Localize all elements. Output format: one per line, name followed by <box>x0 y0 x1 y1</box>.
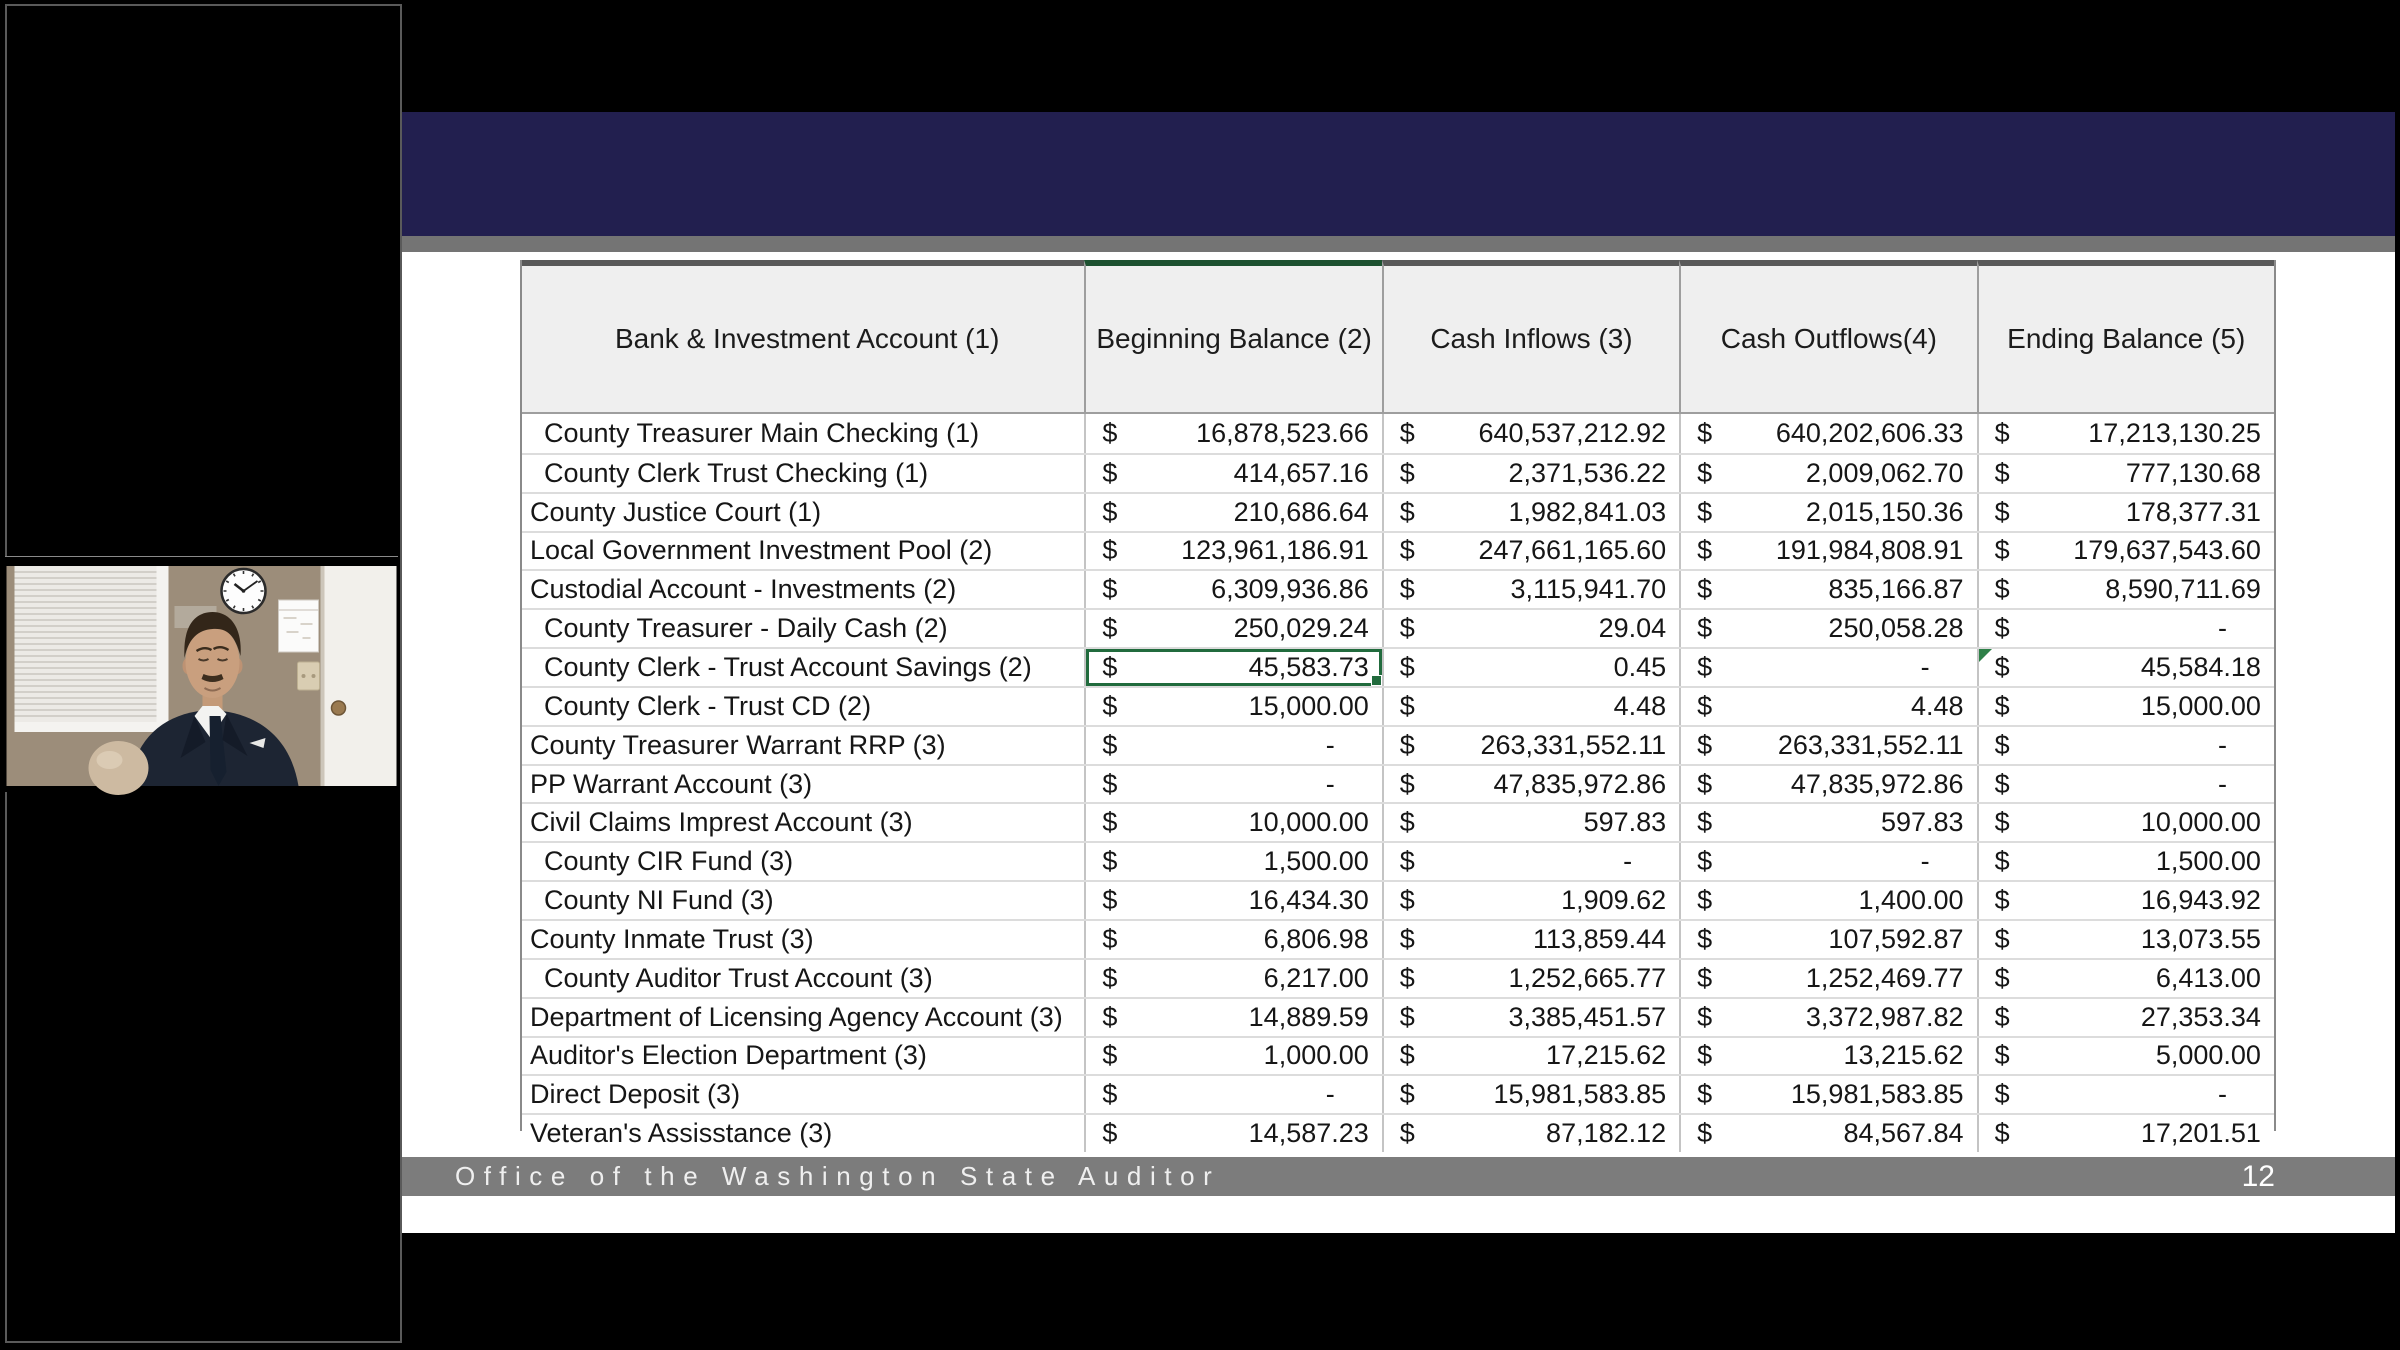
money-cell <box>1084 1115 1381 1152</box>
amount-value: 3,372,987.82 <box>1805 1001 1964 1032</box>
amount-value: - <box>2217 768 2227 799</box>
column-header: Cash Inflows (3) <box>1382 260 1679 412</box>
amount-value: 13,073.55 <box>2140 923 2261 954</box>
amount-value: - <box>2217 729 2227 760</box>
amount-value: - <box>1623 846 1633 877</box>
currency-symbol: $ <box>1994 690 2010 721</box>
table-row <box>522 802 2274 841</box>
money-cell <box>1084 960 1381 997</box>
money-cell <box>1977 1038 2274 1075</box>
table-row <box>522 414 2274 453</box>
amount-value: 17,201.51 <box>2140 1118 2261 1149</box>
money-cell <box>1382 921 1679 958</box>
amount-value: 640,537,212.92 <box>1478 417 1667 448</box>
amount-value: 15,000.00 <box>2140 690 2261 721</box>
currency-symbol: $ <box>1102 962 1118 993</box>
money-cell <box>1679 610 1976 647</box>
money-cell <box>1084 1076 1381 1113</box>
webcam-tile[interactable] <box>5 556 398 792</box>
amount-value: 3,385,451.57 <box>1508 1001 1667 1032</box>
amount-value: 17,215.62 <box>1546 1040 1667 1071</box>
amount-value: - <box>2217 1079 2227 1110</box>
account-name-cell: County Auditor Trust Account (3) <box>544 962 933 993</box>
money-cell <box>1977 1115 2274 1152</box>
currency-symbol: $ <box>1994 1040 2010 1071</box>
amount-value: 835,166.87 <box>1828 574 1964 605</box>
money-cell <box>1977 960 2274 997</box>
table-row <box>522 764 2274 803</box>
money-cell <box>1977 533 2274 570</box>
currency-symbol: $ <box>1399 496 1415 527</box>
currency-symbol: $ <box>1102 885 1118 916</box>
amount-value: 178,377.31 <box>2125 496 2261 527</box>
amount-value: 47,835,972.86 <box>1493 768 1667 799</box>
money-cell <box>1977 804 2274 841</box>
flagged-cell <box>1977 649 2274 686</box>
amount-value: 1,909.62 <box>1561 885 1667 916</box>
money-cell <box>1679 455 1976 492</box>
table-row <box>522 453 2274 492</box>
money-cell <box>1084 804 1381 841</box>
money-cell <box>1977 921 2274 958</box>
currency-symbol: $ <box>1697 846 1713 877</box>
money-cell <box>1977 999 2274 1036</box>
money-cell <box>1679 727 1976 764</box>
account-name-cell: Veteran's Assisstance (3) <box>530 1118 833 1149</box>
currency-symbol: $ <box>1994 729 2010 760</box>
currency-symbol: $ <box>1697 1001 1713 1032</box>
currency-symbol: $ <box>1697 535 1713 566</box>
currency-symbol: $ <box>1102 651 1118 682</box>
account-name-cell: Local Government Investment Pool (2) <box>530 535 993 566</box>
table-header-row <box>522 260 2274 414</box>
amount-value: - <box>1325 1079 1335 1110</box>
account-name-cell: County Inmate Trust (3) <box>530 923 814 954</box>
amount-value: 247,661,165.60 <box>1478 535 1667 566</box>
currency-symbol: $ <box>1102 923 1118 954</box>
amount-value: - <box>1920 651 1930 682</box>
amount-value: 2,371,536.22 <box>1508 457 1667 488</box>
amount-value: 17,213,130.25 <box>2088 417 2261 448</box>
table-row <box>522 1113 2274 1152</box>
account-name-cell: County NI Fund (3) <box>544 885 774 916</box>
money-cell <box>1679 1076 1976 1113</box>
money-cell <box>1084 414 1381 453</box>
currency-symbol: $ <box>1994 1079 2010 1110</box>
money-cell <box>1084 455 1381 492</box>
amount-value: 597.83 <box>1583 807 1667 838</box>
amount-value: 45,583.73 <box>1248 651 1369 682</box>
account-name-cell: PP Warrant Account (3) <box>530 768 813 799</box>
accounts-table <box>520 260 2276 1149</box>
slide-title-bar <box>402 112 2395 236</box>
amount-value: 6,413.00 <box>2155 962 2261 993</box>
table-row <box>522 919 2274 958</box>
currency-symbol: $ <box>1399 651 1415 682</box>
money-cell <box>1084 766 1381 803</box>
currency-symbol: $ <box>1399 457 1415 488</box>
account-name-cell: County Clerk - Trust Account Savings (2) <box>544 651 1032 682</box>
amount-value: 1,500.00 <box>1263 846 1369 877</box>
account-name-cell: County Justice Court (1) <box>530 496 822 527</box>
amount-value: 1,000.00 <box>1263 1040 1369 1071</box>
currency-symbol: $ <box>1399 1040 1415 1071</box>
amount-value: 107,592.87 <box>1828 923 1964 954</box>
money-cell <box>1084 882 1381 919</box>
table-row <box>522 647 2274 686</box>
currency-symbol: $ <box>1994 535 2010 566</box>
money-cell <box>1382 766 1679 803</box>
money-cell <box>1084 494 1381 531</box>
currency-symbol: $ <box>1994 962 2010 993</box>
account-name-cell: County CIR Fund (3) <box>544 846 794 877</box>
amount-value: 1,500.00 <box>2155 846 2261 877</box>
amount-value: 263,331,552.11 <box>1777 729 1964 760</box>
currency-symbol: $ <box>1399 613 1415 644</box>
footer-text: Office of the Washington State Auditor <box>455 1161 1221 1191</box>
money-cell <box>1084 571 1381 608</box>
currency-symbol: $ <box>1399 574 1415 605</box>
webcam-video <box>6 566 397 786</box>
currency-symbol: $ <box>1102 1079 1118 1110</box>
amount-value: 2,009,062.70 <box>1805 457 1964 488</box>
currency-symbol: $ <box>1994 923 2010 954</box>
money-cell <box>1977 494 2274 531</box>
currency-symbol: $ <box>1994 574 2010 605</box>
currency-symbol: $ <box>1994 651 2010 682</box>
currency-symbol: $ <box>1697 885 1713 916</box>
slide-bottom-strip <box>402 1196 2395 1233</box>
money-cell <box>1382 649 1679 686</box>
amount-value: 13,215.62 <box>1843 1040 1964 1071</box>
money-cell <box>1084 921 1381 958</box>
currency-symbol: $ <box>1102 1001 1118 1032</box>
amount-value: 1,252,665.77 <box>1508 962 1667 993</box>
money-cell <box>1382 688 1679 725</box>
currency-symbol: $ <box>1697 651 1713 682</box>
table-row <box>522 1074 2274 1113</box>
account-name-cell: County Treasurer Warrant RRP (3) <box>530 729 946 760</box>
amount-value: 2,015,150.36 <box>1805 496 1964 527</box>
currency-symbol: $ <box>1697 496 1713 527</box>
money-cell <box>1382 1115 1679 1152</box>
currency-symbol: $ <box>1994 417 2010 448</box>
money-cell <box>1977 727 2274 764</box>
amount-value: 16,943.92 <box>2140 885 2261 916</box>
currency-symbol: $ <box>1102 1118 1118 1149</box>
money-cell <box>1679 688 1976 725</box>
currency-symbol: $ <box>1102 457 1118 488</box>
amount-value: 15,981,583.85 <box>1790 1079 1964 1110</box>
amount-value: 16,434.30 <box>1248 885 1369 916</box>
amount-value: 123,961,186.91 <box>1181 535 1369 566</box>
table-row <box>522 492 2274 531</box>
amount-value: 191,984,808.91 <box>1775 535 1964 566</box>
money-cell <box>1084 999 1381 1036</box>
currency-symbol: $ <box>1994 846 2010 877</box>
amount-value: 8,590,711.69 <box>2105 574 2261 605</box>
amount-value: 29.04 <box>1598 613 1667 644</box>
money-cell <box>1084 843 1381 880</box>
amount-value: 10,000.00 <box>1248 807 1369 838</box>
table-row <box>522 1036 2274 1075</box>
money-cell <box>1382 1038 1679 1075</box>
money-cell <box>1382 610 1679 647</box>
amount-value: 84,567.84 <box>1843 1118 1964 1149</box>
currency-symbol: $ <box>1399 923 1415 954</box>
currency-symbol: $ <box>1399 1001 1415 1032</box>
money-cell <box>1382 882 1679 919</box>
amount-value: 777,130.68 <box>2125 457 2261 488</box>
amount-value: 1,982,841.03 <box>1508 496 1667 527</box>
currency-symbol: $ <box>1399 1118 1415 1149</box>
amount-value: 15,000.00 <box>1248 690 1369 721</box>
table-row <box>522 608 2274 647</box>
door-knob <box>332 701 346 715</box>
currency-symbol: $ <box>1102 613 1118 644</box>
wall-calendar <box>279 600 319 652</box>
currency-symbol: $ <box>1697 1118 1713 1149</box>
amount-value: 1,252,469.77 <box>1805 962 1964 993</box>
currency-symbol: $ <box>1697 1079 1713 1110</box>
door <box>321 566 397 786</box>
currency-symbol: $ <box>1399 846 1415 877</box>
column-header: Bank & Investment Account (1) <box>522 260 1084 412</box>
money-cell <box>1977 882 2274 919</box>
currency-symbol: $ <box>1697 807 1713 838</box>
money-cell <box>1679 494 1976 531</box>
currency-symbol: $ <box>1994 768 2010 799</box>
attendee-head <box>89 741 149 795</box>
money-cell <box>1382 494 1679 531</box>
amount-value: 6,309,936.86 <box>1211 574 1369 605</box>
column-header: Beginning Balance (2) <box>1084 260 1381 412</box>
amount-value: 640,202,606.33 <box>1775 417 1964 448</box>
money-cell <box>1977 455 2274 492</box>
money-cell <box>1382 960 1679 997</box>
money-cell <box>1977 610 2274 647</box>
amount-value: 87,182.12 <box>1546 1118 1667 1149</box>
money-cell <box>1084 727 1381 764</box>
table-row <box>522 841 2274 880</box>
amount-value: 27,353.34 <box>2140 1001 2261 1032</box>
account-name-cell: County Clerk - Trust CD (2) <box>544 690 872 721</box>
account-name-cell: Auditor's Election Department (3) <box>530 1040 927 1071</box>
currency-symbol: $ <box>1102 807 1118 838</box>
amount-value: 0.45 <box>1613 651 1667 682</box>
money-cell <box>1382 414 1679 453</box>
currency-symbol: $ <box>1102 846 1118 877</box>
amount-value: 45,584.18 <box>2140 651 2261 682</box>
table-row <box>522 569 2274 608</box>
currency-symbol: $ <box>1994 613 2010 644</box>
table-row <box>522 997 2274 1036</box>
money-cell <box>1382 727 1679 764</box>
table-row <box>522 880 2274 919</box>
money-cell <box>1084 688 1381 725</box>
amount-value: - <box>1920 846 1930 877</box>
money-cell <box>1977 571 2274 608</box>
currency-symbol: $ <box>1399 1079 1415 1110</box>
account-name-cell: Custodial Account - Investments (2) <box>530 574 957 605</box>
money-cell <box>1679 766 1976 803</box>
footer-bar <box>402 1157 2395 1196</box>
money-cell <box>1679 843 1976 880</box>
currency-symbol: $ <box>1102 417 1118 448</box>
amount-value: 15,981,583.85 <box>1493 1079 1667 1110</box>
currency-symbol: $ <box>1697 574 1713 605</box>
money-cell <box>1382 533 1679 570</box>
table-row <box>522 531 2274 570</box>
amount-value: - <box>2217 613 2227 644</box>
account-name-cell: Department of Licensing Agency Account (3) <box>530 1001 1063 1032</box>
money-cell <box>1382 843 1679 880</box>
page-number: 12 <box>2241 1159 2275 1193</box>
currency-symbol: $ <box>1102 496 1118 527</box>
currency-symbol: $ <box>1102 535 1118 566</box>
money-cell <box>1382 804 1679 841</box>
money-cell <box>1679 414 1976 453</box>
currency-symbol: $ <box>1399 729 1415 760</box>
currency-symbol: $ <box>1399 885 1415 916</box>
money-cell <box>1679 571 1976 608</box>
amount-value: 14,889.59 <box>1248 1001 1369 1032</box>
amount-value: - <box>1325 729 1335 760</box>
participant-panel <box>5 4 402 1343</box>
amount-value: 263,331,552.11 <box>1480 729 1667 760</box>
money-cell <box>1382 999 1679 1036</box>
amount-value: 4.48 <box>1911 690 1964 721</box>
currency-symbol: $ <box>1994 457 2010 488</box>
currency-symbol: $ <box>1399 690 1415 721</box>
amount-value: 3,115,941.70 <box>1510 574 1667 605</box>
selected-cell <box>1084 649 1381 686</box>
money-cell <box>1679 999 1976 1036</box>
amount-value: 14,587.23 <box>1248 1118 1369 1149</box>
money-cell <box>1679 804 1976 841</box>
currency-symbol: $ <box>1697 768 1713 799</box>
account-name-cell: Direct Deposit (3) <box>530 1079 741 1110</box>
currency-symbol: $ <box>1697 729 1713 760</box>
money-cell <box>1679 649 1976 686</box>
currency-symbol: $ <box>1399 768 1415 799</box>
currency-symbol: $ <box>1102 574 1118 605</box>
currency-symbol: $ <box>1697 1040 1713 1071</box>
amount-value: 250,058.28 <box>1828 613 1964 644</box>
currency-symbol: $ <box>1102 768 1118 799</box>
column-header: Ending Balance (5) <box>1977 260 2274 412</box>
money-cell <box>1679 960 1976 997</box>
amount-value: 6,217.00 <box>1263 962 1369 993</box>
amount-value: 10,000.00 <box>2140 807 2261 838</box>
money-cell <box>1679 921 1976 958</box>
amount-value: 4.48 <box>1613 690 1667 721</box>
amount-value: 210,686.64 <box>1233 496 1369 527</box>
money-cell <box>1382 455 1679 492</box>
currency-symbol: $ <box>1697 923 1713 954</box>
money-cell <box>1084 610 1381 647</box>
currency-symbol: $ <box>1399 962 1415 993</box>
amount-value: 16,878,523.66 <box>1196 417 1369 448</box>
money-cell <box>1382 571 1679 608</box>
money-cell <box>1977 688 2274 725</box>
amount-value: 414,657.16 <box>1233 457 1369 488</box>
table-row <box>522 958 2274 997</box>
money-cell <box>1084 533 1381 570</box>
currency-symbol: $ <box>1102 729 1118 760</box>
currency-symbol: $ <box>1994 807 2010 838</box>
currency-symbol: $ <box>1994 885 2010 916</box>
currency-symbol: $ <box>1994 1001 2010 1032</box>
amount-value: 113,859.44 <box>1533 923 1667 954</box>
window-blinds <box>15 566 169 736</box>
slide-accent-strip <box>402 236 2395 252</box>
account-name-cell: County Clerk Trust Checking (1) <box>544 457 929 488</box>
currency-symbol: $ <box>1697 457 1713 488</box>
amount-value: 6,806.98 <box>1263 923 1369 954</box>
money-cell <box>1977 414 2274 453</box>
table-row <box>522 725 2274 764</box>
money-cell <box>1679 882 1976 919</box>
amount-value: 597.83 <box>1880 807 1964 838</box>
column-header: Cash Outflows(4) <box>1679 260 1976 412</box>
account-name-cell: County Treasurer - Daily Cash (2) <box>544 613 948 644</box>
currency-symbol: $ <box>1399 535 1415 566</box>
amount-value: 47,835,972.86 <box>1790 768 1964 799</box>
money-cell <box>1977 843 2274 880</box>
amount-value: 5,000.00 <box>2155 1040 2261 1071</box>
amount-value: 250,029.24 <box>1233 613 1369 644</box>
light-switch <box>298 662 320 690</box>
money-cell <box>1977 1076 2274 1113</box>
money-cell <box>1679 533 1976 570</box>
currency-symbol: $ <box>1994 1118 2010 1149</box>
currency-symbol: $ <box>1994 496 2010 527</box>
amount-value: - <box>1325 768 1335 799</box>
currency-symbol: $ <box>1102 690 1118 721</box>
currency-symbol: $ <box>1102 1040 1118 1071</box>
money-cell <box>1084 1038 1381 1075</box>
currency-symbol: $ <box>1399 807 1415 838</box>
currency-symbol: $ <box>1697 690 1713 721</box>
amount-value: 179,637,543.60 <box>2073 535 2261 566</box>
currency-symbol: $ <box>1697 962 1713 993</box>
money-cell <box>1679 1115 1976 1152</box>
amount-value: 1,400.00 <box>1858 885 1964 916</box>
account-name-cell: Civil Claims Imprest Account (3) <box>530 807 913 838</box>
currency-symbol: $ <box>1399 417 1415 448</box>
table-row <box>522 686 2274 725</box>
money-cell <box>1382 1076 1679 1113</box>
account-name-cell: County Treasurer Main Checking (1) <box>544 417 980 448</box>
money-cell <box>1679 1038 1976 1075</box>
currency-symbol: $ <box>1697 613 1713 644</box>
money-cell <box>1977 766 2274 803</box>
currency-symbol: $ <box>1697 417 1713 448</box>
wall-clock <box>222 569 266 613</box>
